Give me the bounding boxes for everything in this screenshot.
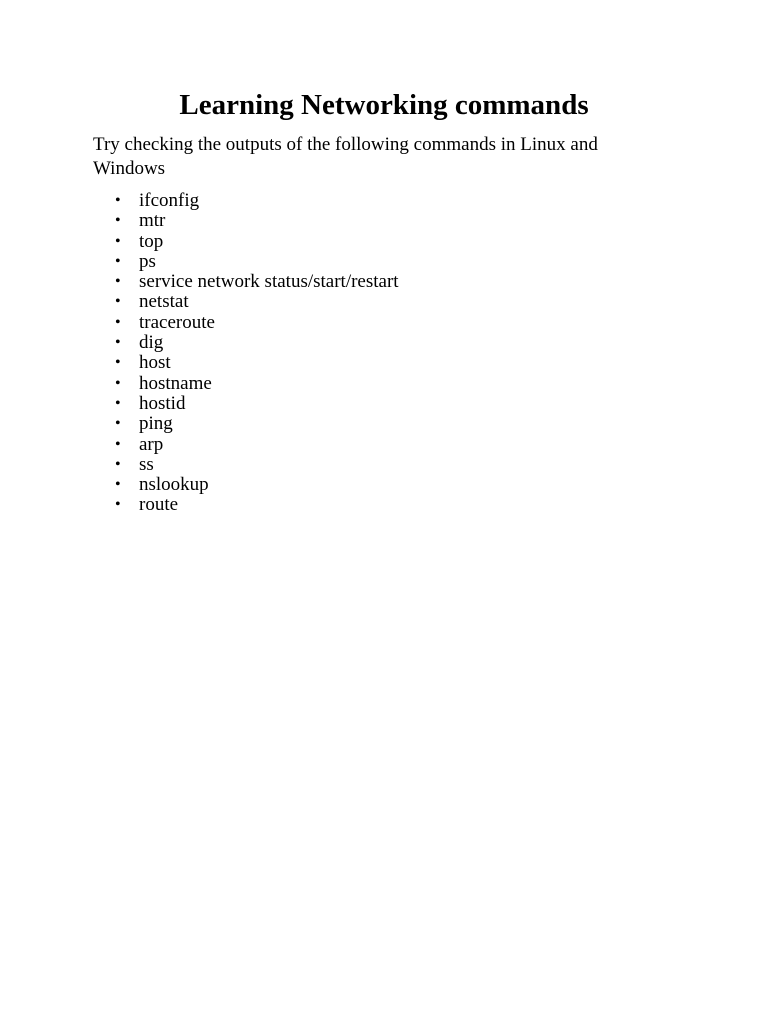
- page-title: Learning Networking commands: [179, 89, 589, 121]
- list-item: [115, 271, 399, 293]
- command-list: [115, 190, 399, 516]
- command-label: ifconfig: [139, 190, 200, 211]
- list-item: [115, 392, 399, 414]
- command-label: hostid: [139, 392, 186, 414]
- bullet-icon: •: [115, 415, 121, 433]
- command-label: ps: [139, 250, 156, 272]
- command-label: nslookup: [139, 474, 209, 496]
- bullet-icon: •: [115, 435, 121, 453]
- list-item: [115, 332, 399, 354]
- bullet-icon: •: [115, 192, 121, 209]
- list-item: [115, 474, 399, 496]
- list-item: [115, 250, 399, 272]
- intro-paragraph: Try checking the outputs of the following commands in Linux and Windows: [93, 134, 598, 179]
- bullet-icon: •: [115, 354, 121, 372]
- bullet-icon: •: [115, 232, 121, 250]
- command-label: ping: [139, 413, 173, 435]
- list-item: [115, 291, 399, 313]
- list-item: [115, 190, 399, 211]
- bullet-icon: •: [115, 212, 121, 230]
- command-label: top: [139, 230, 164, 252]
- command-label: host: [139, 352, 171, 374]
- command-label: netstat: [139, 291, 189, 313]
- bullet-icon: •: [115, 293, 121, 311]
- bullet-icon: •: [115, 476, 121, 494]
- command-label: hostname: [139, 372, 212, 394]
- list-item: [115, 433, 399, 455]
- list-item: [115, 494, 399, 516]
- list-item: [115, 453, 399, 475]
- list-item: [115, 311, 399, 333]
- bullet-icon: •: [115, 273, 121, 291]
- bullet-icon: •: [115, 496, 121, 514]
- command-label: dig: [139, 332, 164, 354]
- command-label: traceroute: [139, 311, 215, 333]
- bullet-icon: •: [115, 252, 121, 270]
- bullet-icon: •: [115, 313, 121, 331]
- command-label: service network status/start/restart: [139, 271, 399, 293]
- list-item: [115, 210, 399, 232]
- command-label: route: [139, 494, 179, 516]
- list-item: [115, 372, 399, 394]
- command-label: arp: [139, 433, 164, 455]
- command-label: mtr: [139, 210, 166, 232]
- bullet-icon: •: [115, 455, 121, 473]
- command-label: ss: [139, 453, 154, 475]
- list-item: [115, 352, 399, 374]
- bullet-icon: •: [115, 394, 121, 412]
- bullet-icon: •: [115, 374, 121, 392]
- list-item: [115, 413, 399, 435]
- bullet-icon: •: [115, 334, 121, 352]
- list-item: [115, 230, 399, 252]
